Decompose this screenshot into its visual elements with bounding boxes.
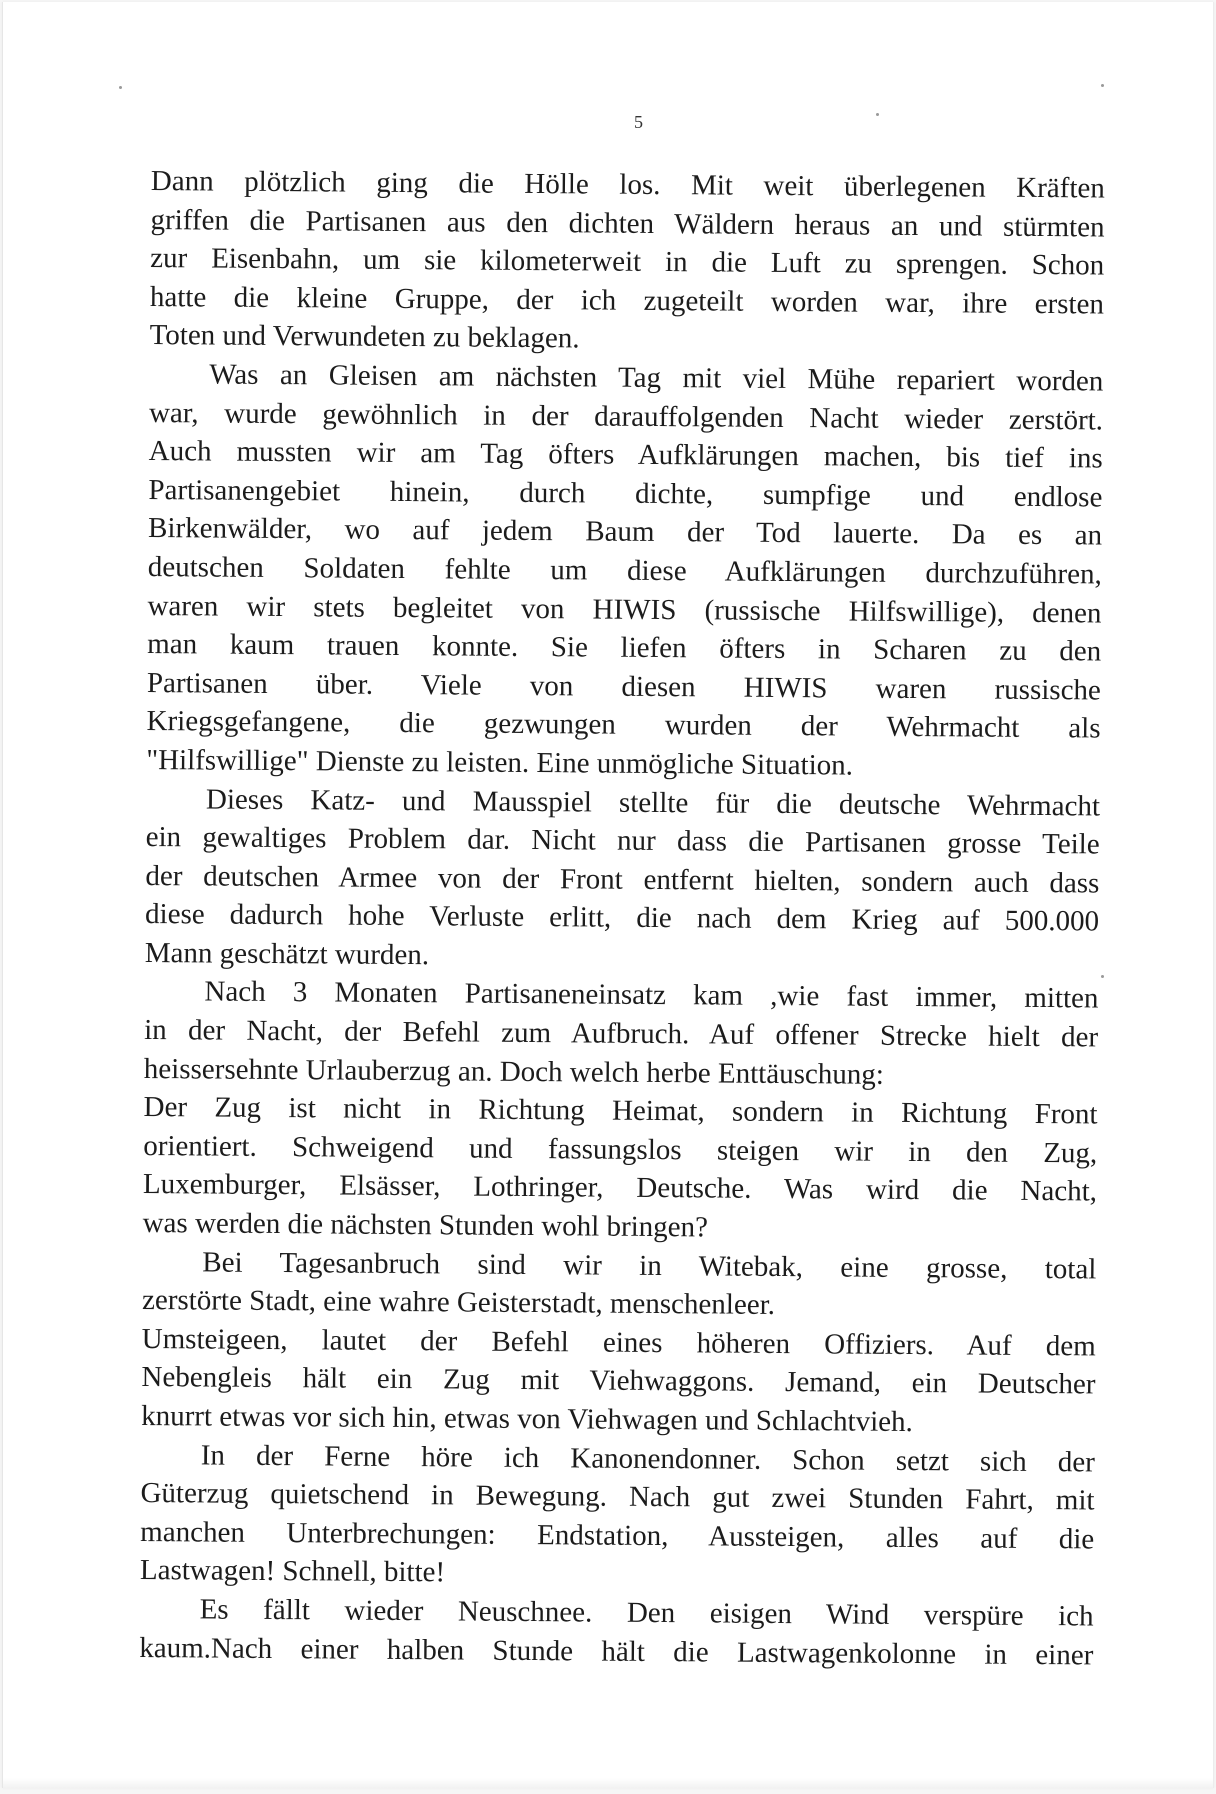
text-line: Luxemburger, Elsässer, Lothringer, Deutsche. Was wird die Nacht,: [142, 1168, 1098, 1208]
text-line: zur Eisenbahn, um sie kilometerweit in die Luft zu sprengen. Schon: [150, 242, 1105, 282]
text-line: war, wurde gewöhnlich in der darauffolgenden Nacht wieder zerstört.: [148, 396, 1104, 437]
text-line: kaum.Nach einer halben Stunde hält die Lastwagenkolonne in einer: [139, 1631, 1094, 1672]
scan-speck: [876, 113, 879, 116]
text-line: Partisanen über. Viele von diesen HIWIS waren russische: [146, 666, 1102, 707]
page-bottom-edge: [3, 1778, 1213, 1788]
text-line: knurrt etwas vor sich hin, etwas von Viehwagen und Schlachtvieh.: [141, 1399, 913, 1439]
text-line: zerstörte Stadt, eine wahre Geisterstadt, menschenleer.: [141, 1284, 776, 1322]
body-text: [139, 162, 1105, 1675]
scan-speck: [119, 86, 122, 89]
text-line: griffen die Partisanen aus den dichten Wäldern heraus an und stürmten: [150, 203, 1105, 244]
text-line: diese dadurch hohe Verluste erlitt, die nach dem Krieg auf 500.000: [144, 898, 1100, 938]
scan-speck: [1101, 975, 1104, 978]
text-line: orientiert. Schweigend und fassungslos steigen wir in den Zug,: [143, 1129, 1098, 1170]
text-line: man kaum trauen konnte. Sie liefen öfters in Scharen zu den: [147, 628, 1102, 668]
text-line: ein gewaltiges Problem dar. Nicht nur dass die Partisanen grosse Teile: [145, 821, 1100, 861]
text-line: heissersehnte Urlauberzug an. Doch welch herbe Enttäuschung:: [143, 1052, 885, 1091]
text-line: was werden die nächsten Stunden wohl bringen?: [142, 1206, 709, 1244]
text-line: manchen Unterbrechungen: Endstation, Aussteigen, alles auf die: [140, 1515, 1095, 1556]
text-line: deutschen Soldaten fehlte um diese Aufklärungen durchzuführen,: [147, 550, 1102, 591]
text-line: Lastwagen! Schnell, bitte!: [139, 1554, 446, 1589]
text-line: Mann geschätzt wurden.: [144, 936, 430, 972]
text-line: Der Zug ist nicht in Richtung Heimat, sondern in Richtung Front: [143, 1091, 1098, 1131]
text-line: Güterzug quietschend in Bewegung. Nach gut zwei Stunden Fahrt, mit: [140, 1477, 1095, 1517]
text-line: Nach 3 Monaten Partisaneneinsatz kam ,wie fast immer, mitten: [204, 975, 1099, 1015]
text-line: "Hilfswillige" Dienste zu leisten. Eine unmögliche Situation.: [146, 743, 854, 782]
text-line: waren wir stets begleitet von HIWIS (russische Hilfswillige), denen: [147, 589, 1102, 630]
text-line: Nebengleis hält ein Zug mit Viehwaggons. Jemand, ein Deutscher: [141, 1361, 1096, 1401]
text-line: Auch mussten wir am Tag öfters Aufklärungen machen, bis tief ins: [148, 435, 1103, 475]
document-page: [2, 2, 1214, 1788]
text-line: Toten und Verwundeten zu beklagen.: [149, 319, 580, 355]
text-line: Was an Gleisen am nächsten Tag mit viel Mühe repariert worden: [209, 358, 1104, 398]
text-line: Birkenwälder, wo auf jedem Baum der Tod lauerte. Da es an: [147, 512, 1103, 552]
text-line: hatte die kleine Gruppe, der ich zugeteilt worden war, ihre ersten: [149, 280, 1105, 321]
text-line: Bei Tagesanbruch sind wir in Witebak, eine grosse, total: [202, 1246, 1097, 1286]
text-line: Dieses Katz- und Mausspiel stellte für die deutsche Wehrmacht: [205, 782, 1101, 822]
text-line: Es fällt wieder Neuschnee. Den eisigen Wind verspüre ich: [199, 1593, 1094, 1633]
text-line: Partisanengebiet hinein, durch dichte, sumpfige und endlose: [148, 473, 1103, 514]
text-line: Dann plötzlich ging die Hölle los. Mit weit überlegenen Kräften: [150, 164, 1105, 205]
text-line: der deutschen Armee von der Front entfernt hielten, sondern auch dass: [145, 859, 1100, 900]
text-line: Kriegsgefangene, die gezwungen wurden der Wehrmacht als: [146, 705, 1101, 745]
text-line: in der Nacht, der Befehl zum Aufbruch. Auf offener Strecke hielt der: [144, 1014, 1099, 1054]
text-line: Umsteigeen, lautet der Befehl eines höheren Offiziers. Auf dem: [141, 1322, 1096, 1363]
scan-speck: [1101, 84, 1104, 87]
page-number: 5: [634, 112, 643, 132]
text-line: In der Ferne höre ich Kanonendonner. Schon setzt sich der: [200, 1439, 1095, 1479]
